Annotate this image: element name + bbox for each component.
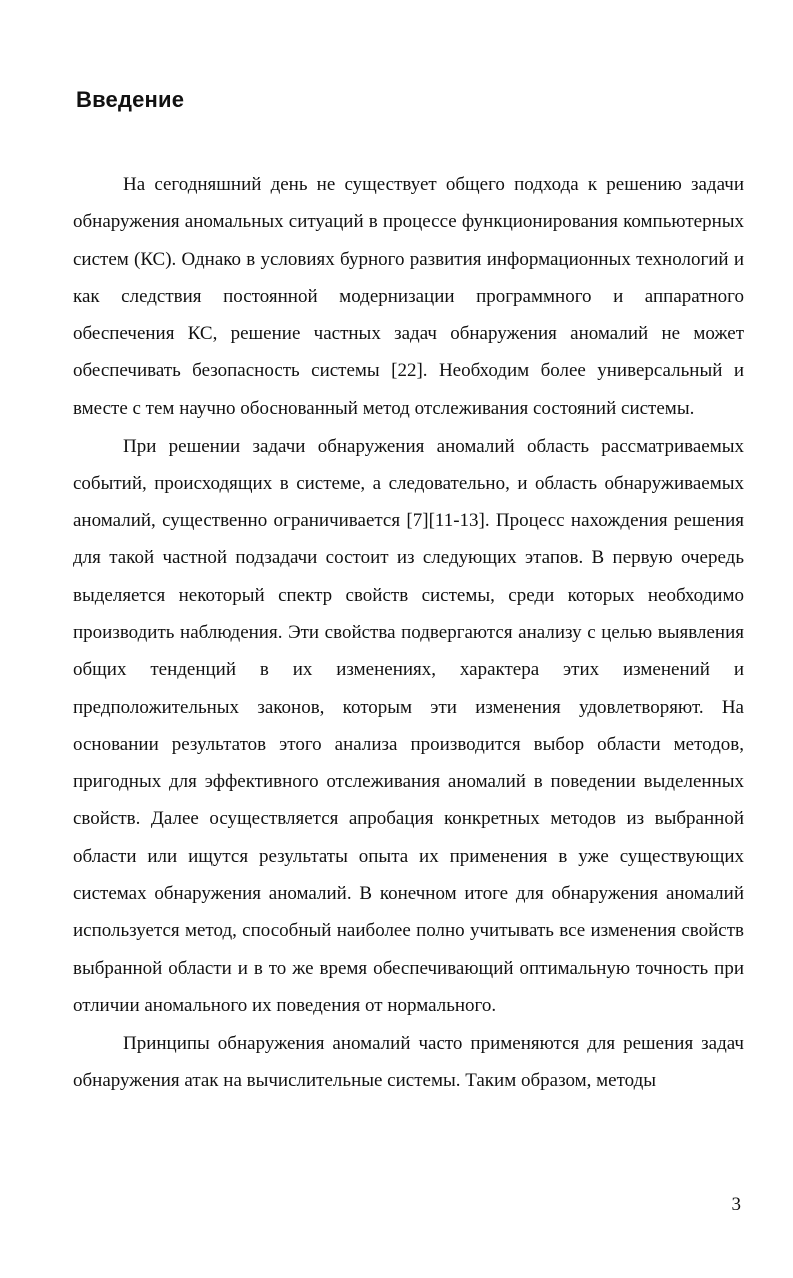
paragraph-2: При решении задачи обнаружения аномалий область рассматриваемых событий, происходящих в системе, а следовательно, и область обнаруживаемых аномалий, существенно ограничивается [7][11-13]. Процесс нахождения решения для такой частной подзадачи состоит из следующих этапов. В первую очередь выделяется некоторый спектр свойств системы, среди которых необходимо производить наблюдения. Эти свойства подвергаются анализу с целью выявления общих тенденций в их изменениях, характера этих изменений и предположительных законов, которым эти изменения удовлетворяют. На основании результатов этого анализа производится выбор области методов, пригодных для эффективного отслеживания аномалий в поведении выделенных свойств. Далее осуществляется апробация конкретных методов из выбранной области или ищутся результаты опыта их применения в уже существующих системах обнаружения аномалий. В конечном итоге для обнаружения аномалий используется метод, способный наиболее полно учитывать все изменения свойств выбранной области и в то же время обеспечивающий оптимальную точность при отличии аномального их поведения от нормального.: [73, 435, 744, 1016]
section-heading: Введение: [76, 87, 185, 112]
body-text: [73, 166, 744, 1100]
page-number: 3: [731, 1194, 741, 1215]
paragraph-3: Принципы обнаружения аномалий часто применяются для решения задач обнаружения атак на вычислительные системы. Таким образом, методы: [73, 1032, 744, 1091]
paragraph-1: На сегодняшний день не существует общего подхода к решению задачи обнаружения аномальных ситуаций в процессе функционирования компьютерных систем (КС). Однако в условиях бурного развития информационных технологий и как следствия постоянной модернизации программного и аппаратного обеспечения КС, решение частных задач обнаружения аномалий не может обеспечивать безопасность системы [22]. Необходим более универсальный и вместе с тем научно обоснованный метод отслеживания состояний системы.: [73, 174, 744, 419]
